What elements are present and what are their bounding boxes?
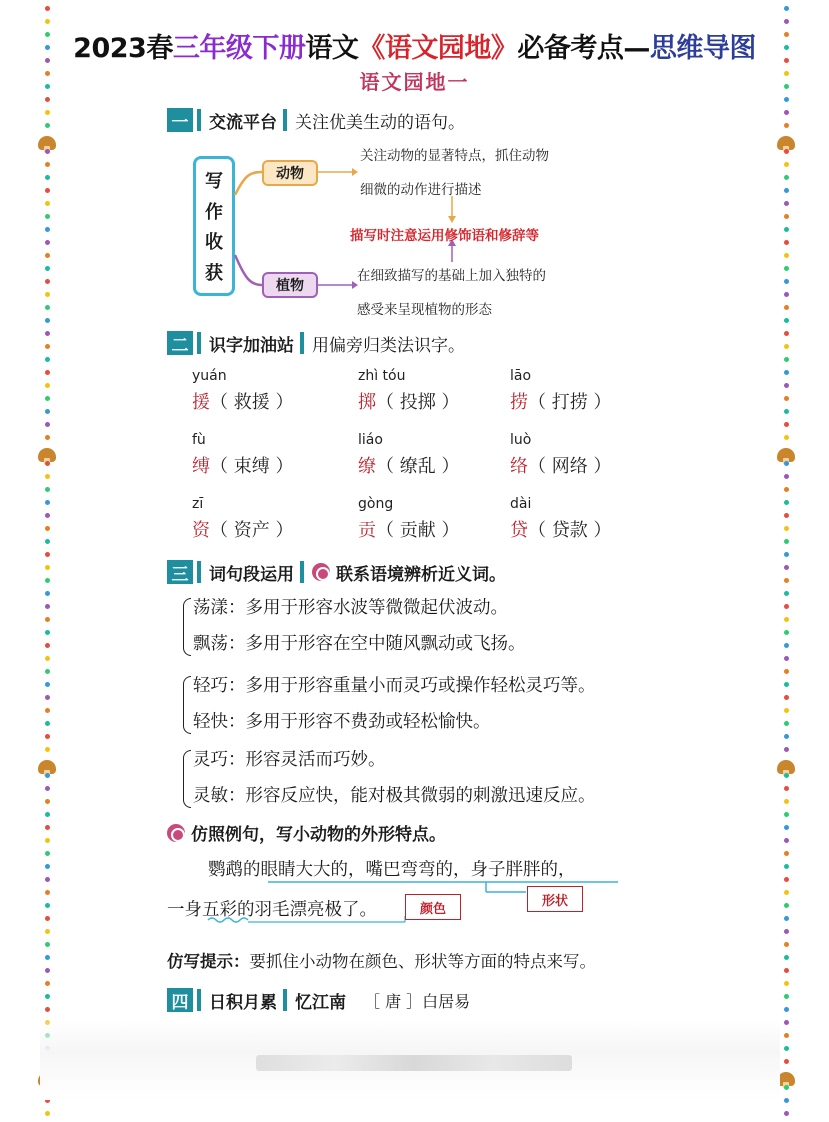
pinyin: zī bbox=[192, 496, 204, 512]
poem-title: 忆江南 bbox=[295, 992, 346, 1013]
border-dot bbox=[784, 812, 789, 817]
section3-heading bbox=[167, 560, 506, 584]
border-dot bbox=[45, 955, 50, 960]
section-divider bbox=[197, 332, 201, 354]
border-dot bbox=[784, 500, 789, 505]
border-dot bbox=[45, 1111, 50, 1116]
border-dot bbox=[45, 487, 50, 492]
pinyin: zhì tóu bbox=[358, 368, 406, 384]
border-dot bbox=[45, 682, 50, 687]
border-dot bbox=[784, 747, 789, 752]
border-dot bbox=[784, 695, 789, 700]
subtitle: 语文园地一 bbox=[359, 70, 470, 94]
border-dot bbox=[45, 383, 50, 388]
border-dot bbox=[45, 513, 50, 518]
highlighted-character: 掷 bbox=[358, 392, 376, 413]
border-dot bbox=[45, 617, 50, 622]
pinyin: luò bbox=[510, 432, 532, 448]
highlighted-character: 缭 bbox=[358, 456, 376, 477]
box-char: 获 bbox=[205, 262, 223, 284]
border-dot bbox=[45, 604, 50, 609]
border-dot bbox=[45, 942, 50, 947]
synonym-line: 飘荡：多用于形容在空中随风飘动或飞扬。 bbox=[193, 634, 526, 654]
border-dot bbox=[45, 864, 50, 869]
border-dot bbox=[784, 942, 789, 947]
animal-text-line2: 细微的动作进行描述 bbox=[360, 182, 482, 198]
border-dot bbox=[45, 981, 50, 986]
border-dot bbox=[45, 747, 50, 752]
border-dot bbox=[45, 799, 50, 804]
border-dot bbox=[784, 552, 789, 557]
border-dot bbox=[45, 838, 50, 843]
tip-text: 要抓住小动物在颜色、形状等方面的特点来写。 bbox=[249, 952, 596, 971]
mushroom-icon bbox=[777, 760, 795, 774]
synonym-line: 灵敏：形容反应快，能对极其微弱的刺激迅速反应。 bbox=[193, 786, 596, 806]
character-line bbox=[358, 516, 459, 542]
border-dot bbox=[45, 656, 50, 661]
pinyin: fù bbox=[192, 432, 206, 448]
target-icon bbox=[167, 824, 185, 842]
border-dot bbox=[784, 604, 789, 609]
character-line bbox=[510, 388, 611, 414]
border-dot bbox=[45, 630, 50, 635]
pinyin: lāo bbox=[510, 368, 532, 384]
title-subject: 语文 bbox=[305, 33, 359, 64]
character-line bbox=[192, 452, 293, 478]
border-dot bbox=[784, 617, 789, 622]
brace bbox=[183, 676, 191, 734]
border-dot bbox=[45, 565, 50, 570]
highlighted-character: 援 bbox=[192, 392, 210, 413]
highlighted-character: 贷 bbox=[510, 520, 528, 541]
border-dot bbox=[784, 981, 789, 986]
section3-name: 词句段运用 bbox=[209, 564, 294, 585]
border-dot bbox=[45, 370, 50, 375]
mindmap-connectors bbox=[0, 0, 829, 340]
section1-number: 一 bbox=[167, 108, 193, 132]
section3-desc: 联系语境辨析近义词。 bbox=[336, 564, 506, 585]
example-word: （ 救援 ） bbox=[210, 392, 294, 413]
pinyin: yuán bbox=[192, 368, 227, 384]
example-word: （ 缭乱 ） bbox=[376, 456, 460, 477]
character-item bbox=[192, 432, 293, 478]
border-dot bbox=[45, 591, 50, 596]
arrow-head bbox=[352, 168, 358, 176]
border-dot bbox=[784, 370, 789, 375]
border-dot bbox=[784, 422, 789, 427]
border-dot bbox=[784, 643, 789, 648]
character-line bbox=[510, 516, 611, 542]
border-dot bbox=[45, 357, 50, 362]
tag-color: 颜色 bbox=[405, 894, 461, 920]
border-dot bbox=[784, 513, 789, 518]
border-dot bbox=[784, 1085, 789, 1090]
node-plant: 植物 bbox=[262, 272, 318, 298]
border-dot bbox=[45, 994, 50, 999]
character-item bbox=[510, 496, 611, 542]
pinyin: dài bbox=[510, 496, 532, 512]
character-line bbox=[358, 452, 459, 478]
target-icon bbox=[312, 563, 330, 581]
border-dot bbox=[45, 474, 50, 479]
tag-shape: 形状 bbox=[527, 886, 583, 912]
character-item bbox=[510, 432, 611, 478]
section2-number: 二 bbox=[167, 331, 193, 355]
border-dot bbox=[784, 565, 789, 570]
border-dot bbox=[784, 1007, 789, 1012]
section-divider bbox=[197, 561, 201, 583]
border-dot bbox=[784, 773, 789, 778]
example-word: （ 打捞 ） bbox=[528, 392, 612, 413]
border-dot bbox=[784, 474, 789, 479]
border-dot bbox=[784, 799, 789, 804]
section4-heading bbox=[167, 988, 470, 1012]
writing-tip bbox=[167, 948, 596, 972]
section2-heading bbox=[167, 331, 465, 355]
title-points: 必备考点— bbox=[517, 33, 650, 64]
border-dot bbox=[784, 1020, 789, 1025]
wavy-underline bbox=[208, 918, 248, 922]
border-dot bbox=[45, 786, 50, 791]
character-line bbox=[510, 452, 611, 478]
border-dot bbox=[45, 422, 50, 427]
highlighted-character: 络 bbox=[510, 456, 528, 477]
brace bbox=[183, 598, 191, 656]
character-item bbox=[192, 496, 293, 542]
border-dot bbox=[45, 344, 50, 349]
border-dot bbox=[784, 656, 789, 661]
border-dot bbox=[45, 734, 50, 739]
section-divider bbox=[300, 561, 304, 583]
character-item bbox=[358, 368, 459, 414]
mushroom-icon bbox=[38, 760, 56, 774]
brace bbox=[183, 750, 191, 808]
border-dot bbox=[784, 578, 789, 583]
box-char: 收 bbox=[205, 232, 223, 254]
border-dot bbox=[784, 838, 789, 843]
section3-number: 三 bbox=[167, 560, 193, 584]
section1-desc: 关注优美生动的语句。 bbox=[295, 112, 465, 133]
border-dot bbox=[784, 591, 789, 596]
border-dot bbox=[784, 734, 789, 739]
border-dot bbox=[784, 396, 789, 401]
animal-text-line1: 关注动物的显著特点，抓住动物 bbox=[360, 148, 549, 164]
border-dot bbox=[784, 1046, 789, 1051]
title-mindmap: 思维导图 bbox=[649, 33, 756, 64]
border-dot bbox=[45, 1007, 50, 1012]
border-dot bbox=[784, 864, 789, 869]
arrow-head bbox=[448, 216, 456, 223]
character-item bbox=[510, 368, 611, 414]
border-dot bbox=[45, 643, 50, 648]
border-dot bbox=[784, 487, 789, 492]
section4-number: 四 bbox=[167, 988, 193, 1012]
mushroom-icon bbox=[38, 448, 56, 462]
example-word: （ 束缚 ） bbox=[210, 456, 294, 477]
border-dot bbox=[45, 812, 50, 817]
border-dot bbox=[784, 851, 789, 856]
plant-text-line1: 在细致描写的基础上加入独特的 bbox=[357, 268, 546, 284]
character-item bbox=[358, 432, 459, 478]
section2-desc: 用偏旁归类法识字。 bbox=[312, 335, 465, 356]
plant-text-line2: 感受来呈现植物的形态 bbox=[357, 302, 492, 318]
connector-plant bbox=[235, 255, 262, 285]
border-dot bbox=[45, 435, 50, 440]
section-divider bbox=[283, 989, 287, 1011]
node-animal: 动物 bbox=[262, 160, 318, 186]
imitate-title: 仿照例句，写小动物的外形特点。 bbox=[191, 825, 446, 845]
border-dot bbox=[784, 1059, 789, 1064]
mushroom-icon bbox=[777, 448, 795, 462]
highlighted-character: 贡 bbox=[358, 520, 376, 541]
section4-name: 日积月累 bbox=[209, 992, 277, 1013]
middle-text: 描写时注意运用修饰语和修辞等 bbox=[350, 228, 539, 244]
example-line2: 一身五彩的羽毛漂亮极了。 bbox=[167, 900, 377, 920]
border-dot bbox=[45, 539, 50, 544]
example-word: （ 贷款 ） bbox=[528, 520, 612, 541]
border-dot bbox=[784, 409, 789, 414]
title-grade: 三年级下册 bbox=[172, 33, 306, 64]
tip-label: 仿写提示： bbox=[167, 952, 250, 971]
border-dot bbox=[784, 708, 789, 713]
border-dot bbox=[45, 409, 50, 414]
border-dot bbox=[45, 669, 50, 674]
border-dot bbox=[784, 435, 789, 440]
box-char: 作 bbox=[205, 201, 223, 223]
pinyin: gòng bbox=[358, 496, 394, 512]
border-dot bbox=[784, 825, 789, 830]
border-dot bbox=[784, 357, 789, 362]
border-dot bbox=[784, 630, 789, 635]
imitate-heading bbox=[167, 820, 446, 845]
border-dot bbox=[784, 344, 789, 349]
border-dot bbox=[784, 786, 789, 791]
border-dot bbox=[45, 461, 50, 466]
example-word: （ 资产 ） bbox=[210, 520, 294, 541]
border-dot bbox=[45, 708, 50, 713]
border-dot bbox=[784, 669, 789, 674]
synonym-line: 轻快：多用于形容不费劲或轻松愉快。 bbox=[193, 712, 491, 732]
border-dot bbox=[45, 825, 50, 830]
character-line bbox=[192, 388, 293, 414]
section2-name: 识字加油站 bbox=[209, 335, 294, 356]
border-dot bbox=[784, 1098, 789, 1103]
border-dot bbox=[45, 773, 50, 778]
border-dot bbox=[784, 461, 789, 466]
box-char: 写 bbox=[205, 171, 223, 193]
character-item bbox=[358, 496, 459, 542]
title-unit: 《语文园地》 bbox=[358, 33, 518, 64]
synonym-line: 灵巧：形容灵活而巧妙。 bbox=[193, 750, 386, 770]
border-dot bbox=[784, 383, 789, 388]
poem-author: ［ 唐 ］白居易 bbox=[364, 991, 471, 1011]
highlighted-character: 缚 bbox=[192, 456, 210, 477]
border-dot bbox=[45, 500, 50, 505]
border-dot bbox=[45, 578, 50, 583]
synonym-line: 荡漾：多用于形容水波等微微起伏波动。 bbox=[193, 598, 508, 618]
example-word: （ 贡献 ） bbox=[376, 520, 460, 541]
border-dot bbox=[784, 539, 789, 544]
border-dot bbox=[45, 695, 50, 700]
border-dot bbox=[784, 526, 789, 531]
border-dot bbox=[784, 994, 789, 999]
character-line bbox=[358, 388, 459, 414]
border-dot bbox=[784, 968, 789, 973]
example-line1: 鹦鹉的眼睛大大的，嘴巴弯弯的，身子胖胖的， bbox=[208, 860, 576, 880]
character-line bbox=[192, 516, 293, 542]
character-item bbox=[192, 368, 293, 414]
border-dot bbox=[784, 721, 789, 726]
highlighted-character: 资 bbox=[192, 520, 210, 541]
border-dot bbox=[45, 396, 50, 401]
blurred-content bbox=[256, 1055, 572, 1071]
border-dot bbox=[45, 851, 50, 856]
border-dot bbox=[784, 682, 789, 687]
title-year: 2023春 bbox=[73, 33, 173, 64]
border-dot bbox=[45, 552, 50, 557]
border-dot bbox=[784, 1111, 789, 1116]
section-divider bbox=[300, 332, 304, 354]
border-dot bbox=[45, 968, 50, 973]
section-divider bbox=[197, 989, 201, 1011]
connector-animal bbox=[235, 172, 262, 195]
synonym-line: 轻巧：多用于形容重量小而灵巧或操作轻松灵巧等。 bbox=[193, 676, 596, 696]
border-dot bbox=[45, 526, 50, 531]
highlighted-character: 捞 bbox=[510, 392, 528, 413]
border-dot bbox=[784, 955, 789, 960]
border-dot bbox=[784, 1033, 789, 1038]
example-word: （ 投掷 ） bbox=[376, 392, 460, 413]
border-dot bbox=[45, 721, 50, 726]
example-word: （ 网络 ） bbox=[528, 456, 612, 477]
section1-name: 交流平台 bbox=[209, 112, 277, 133]
pinyin: liáo bbox=[358, 432, 383, 448]
